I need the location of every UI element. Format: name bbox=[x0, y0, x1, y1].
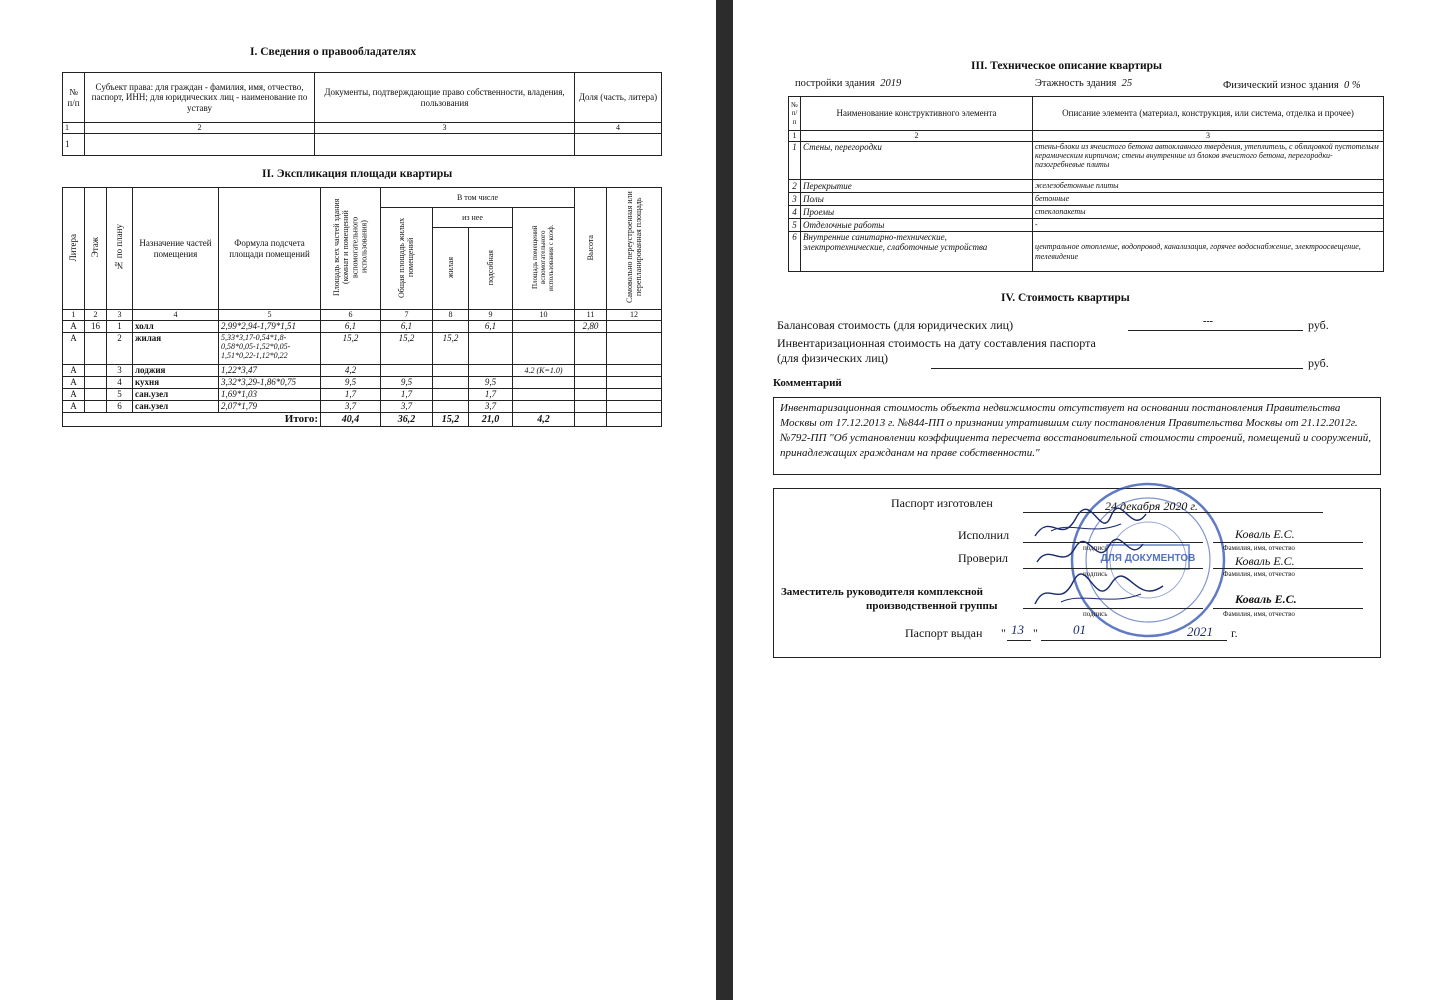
totals-area: 40,4 bbox=[321, 413, 381, 427]
area-num-8: 8 bbox=[433, 310, 469, 321]
area-num-7: 7 bbox=[381, 310, 433, 321]
checked-name-caption: Фамилия, имя, отчество bbox=[1223, 570, 1295, 578]
floors-value: 25 bbox=[1121, 78, 1133, 89]
row-formula: 1,69*1,03 bbox=[219, 389, 321, 401]
table-row bbox=[789, 206, 1384, 219]
issued-year: 2021 bbox=[1187, 624, 1213, 639]
tech-num-3: 3 bbox=[1033, 131, 1384, 142]
row-aux: 6,1 bbox=[469, 321, 513, 333]
table-row bbox=[789, 232, 1384, 272]
totals-coef: 4,2 bbox=[513, 413, 575, 427]
area-num-12: 12 bbox=[607, 310, 662, 321]
checked-label: Проверил bbox=[958, 551, 1008, 565]
row-living bbox=[433, 365, 469, 377]
floors-info bbox=[1035, 78, 1132, 89]
row-living-total bbox=[381, 365, 433, 377]
row-living-total: 9,5 bbox=[381, 377, 433, 389]
header-plan-no: № по плану bbox=[114, 224, 125, 271]
row-coef bbox=[513, 333, 575, 365]
row-unauth bbox=[607, 377, 662, 389]
section-3-title: III. Техническое описание квартиры bbox=[971, 60, 1163, 72]
issued-day: 13 bbox=[1011, 622, 1024, 637]
row-aux: 9,5 bbox=[469, 377, 513, 389]
row-no: 4 bbox=[107, 377, 133, 389]
tech-row-name: Проемы bbox=[801, 206, 1033, 219]
owners-row-share bbox=[575, 134, 662, 156]
header-living: жилая bbox=[445, 256, 455, 278]
tech-num-2: 2 bbox=[801, 131, 1033, 142]
issued-day-line bbox=[1007, 640, 1031, 641]
header-including: В том числе bbox=[381, 188, 575, 208]
row-height: 2,80 bbox=[575, 321, 607, 333]
totals-row bbox=[63, 413, 662, 427]
row-height bbox=[575, 377, 607, 389]
row-purpose: лоджия bbox=[133, 365, 219, 377]
table-row bbox=[63, 401, 662, 413]
row-area: 1,7 bbox=[321, 389, 381, 401]
owners-num-2: 2 bbox=[85, 123, 315, 134]
checked-sign-caption: подпись bbox=[1083, 570, 1108, 578]
header-litera: Литера bbox=[68, 233, 79, 261]
deputy-signature-icon bbox=[1031, 572, 1171, 614]
header-formula: Формула подсчета площади помещений bbox=[219, 188, 321, 310]
issued-label: Паспорт выдан bbox=[905, 626, 983, 640]
deputy-label-2: производственной группы bbox=[866, 600, 998, 612]
balance-value: --- bbox=[1203, 316, 1213, 327]
row-unauth bbox=[607, 389, 662, 401]
header-height: Высота bbox=[585, 234, 595, 260]
row-living bbox=[433, 389, 469, 401]
table-row bbox=[63, 389, 662, 401]
owners-header-share: Доля (часть, литера) bbox=[575, 73, 662, 123]
area-table bbox=[62, 187, 662, 427]
area-num-2: 2 bbox=[85, 310, 107, 321]
table-row bbox=[63, 333, 662, 365]
tech-num-1: 1 bbox=[789, 131, 801, 142]
row-coef bbox=[513, 321, 575, 333]
wear-info bbox=[1223, 80, 1361, 91]
inventory-currency: руб. bbox=[1308, 356, 1329, 370]
tech-row-no: 3 bbox=[789, 193, 801, 206]
row-purpose: сан.узел bbox=[133, 401, 219, 413]
deputy-label-1: Заместитель руководителя комплексной bbox=[781, 586, 983, 598]
row-purpose: жилая bbox=[133, 333, 219, 365]
row-area: 3,7 bbox=[321, 401, 381, 413]
tech-row-no: 6 bbox=[789, 232, 801, 272]
area-num-11: 11 bbox=[575, 310, 607, 321]
row-height bbox=[575, 333, 607, 365]
right-page bbox=[733, 0, 1438, 1000]
area-num-1: 1 bbox=[63, 310, 85, 321]
row-coef: 4.2 (К=1.0) bbox=[513, 365, 575, 377]
tech-row-name: Перекрытие bbox=[801, 180, 1033, 193]
checked-name: Коваль Е.С. bbox=[1235, 554, 1295, 568]
tech-row-no: 4 bbox=[789, 206, 801, 219]
owners-header-no: № п/п bbox=[63, 73, 85, 123]
issued-quote-close: " bbox=[1033, 626, 1038, 640]
year-label: постройки здания bbox=[795, 78, 876, 89]
executor-name-caption: Фамилия, имя, отчество bbox=[1223, 544, 1295, 552]
row-litera: А bbox=[63, 321, 85, 333]
row-height bbox=[575, 401, 607, 413]
area-num-4: 4 bbox=[133, 310, 219, 321]
row-no: 1 bbox=[107, 321, 133, 333]
issued-quote-open: " bbox=[1001, 626, 1006, 640]
tech-row-desc: железобетонные плиты bbox=[1033, 180, 1384, 193]
totals-label: Итого: bbox=[63, 413, 321, 427]
inventory-label-2: (для физических лиц) bbox=[777, 351, 889, 365]
executor-name-line bbox=[1213, 542, 1363, 543]
totals-living: 15,2 bbox=[433, 413, 469, 427]
row-no: 5 bbox=[107, 389, 133, 401]
issued-year-suffix: г. bbox=[1231, 626, 1238, 640]
balance-label: Балансовая стоимость (для юридических лиц) bbox=[777, 318, 1014, 332]
comment-box: Инвентаризационная стоимость объекта недвижимости отсутствует на основании постановления Правительства Москвы от 17.12.2013 г. №844-ПП о признании утратившим силу постановления Правительства Москвы от 21.12.2012г. №792-ПП "Об установлении коэффициента пересчета восстановительной стоимости строений, помещений и сооружений, принадлежащих гражданам на праве собственности." bbox=[773, 397, 1381, 475]
row-coef bbox=[513, 389, 575, 401]
row-area: 15,2 bbox=[321, 333, 381, 365]
row-litera: А bbox=[63, 333, 85, 365]
row-litera: А bbox=[63, 389, 85, 401]
row-living-total: 15,2 bbox=[381, 333, 433, 365]
row-living-total: 1,7 bbox=[381, 389, 433, 401]
deputy-name-caption: Фамилия, имя, отчество bbox=[1223, 610, 1295, 618]
row-floor: 16 bbox=[85, 321, 107, 333]
header-unauthorized: Самовольно переустроенная или перепланированная площадь bbox=[624, 191, 643, 304]
tech-row-desc: - bbox=[1033, 219, 1384, 232]
row-aux: 3,7 bbox=[469, 401, 513, 413]
wear-value: 0 % bbox=[1343, 80, 1361, 91]
deputy-name-line bbox=[1213, 608, 1363, 609]
row-coef bbox=[513, 401, 575, 413]
row-coef bbox=[513, 377, 575, 389]
deputy-name: Коваль Е.С. bbox=[1235, 592, 1297, 606]
tech-row-name: Стены, перегородки bbox=[801, 142, 1033, 180]
area-num-5: 5 bbox=[219, 310, 321, 321]
row-height bbox=[575, 389, 607, 401]
deputy-sign-caption: подпись bbox=[1083, 610, 1108, 618]
stamp-text: ДЛЯ ДОКУМЕНТОВ bbox=[1100, 553, 1196, 564]
row-unauth bbox=[607, 401, 662, 413]
year-value: 2019 bbox=[880, 78, 902, 89]
owners-num-1: 1 bbox=[63, 123, 85, 134]
row-area: 9,5 bbox=[321, 377, 381, 389]
row-floor bbox=[85, 389, 107, 401]
row-floor bbox=[85, 377, 107, 389]
owners-row-subject bbox=[85, 134, 315, 156]
row-no: 3 bbox=[107, 365, 133, 377]
inventory-line bbox=[931, 368, 1303, 369]
tech-header-desc: Описание элемента (материал, конструкция, или система, отделка и прочее) bbox=[1033, 97, 1384, 131]
row-living-total: 6,1 bbox=[381, 321, 433, 333]
executor-name: Коваль Е.С. bbox=[1235, 527, 1295, 541]
row-no: 6 bbox=[107, 401, 133, 413]
issued-month-year-line bbox=[1041, 640, 1227, 641]
owners-header-documents: Документы, подтверждающие право собственности, владения, пользования bbox=[315, 73, 575, 123]
area-num-9: 9 bbox=[469, 310, 513, 321]
wear-label: Физический износ здания bbox=[1223, 80, 1339, 91]
row-floor bbox=[85, 401, 107, 413]
table-row bbox=[789, 193, 1384, 206]
header-total-area: Площадь всех частей здания (комнат и помещений вспомогательного использования) bbox=[332, 198, 369, 297]
row-aux bbox=[469, 365, 513, 377]
row-purpose: холл bbox=[133, 321, 219, 333]
area-num-3: 3 bbox=[107, 310, 133, 321]
row-no: 2 bbox=[107, 333, 133, 365]
row-area: 4,2 bbox=[321, 365, 381, 377]
table-row bbox=[789, 219, 1384, 232]
row-floor bbox=[85, 333, 107, 365]
tech-row-name: Полы bbox=[801, 193, 1033, 206]
row-formula: 1,22*3,47 bbox=[219, 365, 321, 377]
owners-row-no: 1 bbox=[63, 134, 85, 156]
tech-row-no: 1 bbox=[789, 142, 801, 180]
owners-row-documents bbox=[315, 134, 575, 156]
header-floor: Этаж bbox=[90, 237, 101, 258]
tech-row-desc: бетонные bbox=[1033, 193, 1384, 206]
made-label: Паспорт изготовлен bbox=[891, 496, 993, 510]
table-row bbox=[789, 180, 1384, 193]
table-row bbox=[63, 321, 662, 333]
table-row bbox=[63, 377, 662, 389]
table-row bbox=[63, 365, 662, 377]
page-gap bbox=[716, 0, 733, 1000]
header-aux-coef: Площадь помещений вспомогательного использования с коэф. bbox=[531, 224, 556, 291]
owners-num-4: 4 bbox=[575, 123, 662, 134]
tech-row-no: 2 bbox=[789, 180, 801, 193]
row-unauth bbox=[607, 365, 662, 377]
tech-row-no: 5 bbox=[789, 219, 801, 232]
comment-label: Комментарий bbox=[773, 377, 842, 389]
tech-row-desc: стеклопакеты bbox=[1033, 206, 1384, 219]
made-date: 24 декабря 2020 г. bbox=[1105, 499, 1198, 513]
area-num-10: 10 bbox=[513, 310, 575, 321]
tech-header-no: № п/п bbox=[789, 97, 801, 131]
table-row bbox=[789, 142, 1384, 180]
row-living bbox=[433, 377, 469, 389]
balance-line bbox=[1128, 330, 1303, 331]
row-height bbox=[575, 365, 607, 377]
issued-month: 01 bbox=[1073, 622, 1086, 637]
left-page bbox=[0, 0, 716, 1000]
tech-row-desc: стены-блоки из ячеистого бетона автоклавного твердения, утеплитель, с облицовкой пустотелым керамическим кирпичом; стены внутренние из блоков ячеистого бетона, перегородки-пазогребневые плиты bbox=[1033, 142, 1384, 180]
owners-header-subject: Субъект права: для граждан - фамилия, имя, отчество, паспорт, ИНН; для юридических лиц - наименование по уставу bbox=[85, 73, 315, 123]
tech-header-name: Наименование конструктивного элемента bbox=[801, 97, 1033, 131]
row-purpose: сан.узел bbox=[133, 389, 219, 401]
owners-num-3: 3 bbox=[315, 123, 575, 134]
row-formula: 5,33*3,17-0,54*1,8-0,58*0,05-1,52*0,05-1,51*0,22-1,12*0,22 bbox=[219, 333, 321, 365]
totals-living-total: 36,2 bbox=[381, 413, 433, 427]
section-1-title: I. Сведения о правообладателях bbox=[250, 46, 417, 58]
row-unauth bbox=[607, 321, 662, 333]
totals-aux: 21,0 bbox=[469, 413, 513, 427]
row-living bbox=[433, 321, 469, 333]
header-living-total: Общая площадь жилых помещений bbox=[397, 217, 416, 298]
balance-currency: руб. bbox=[1308, 318, 1329, 332]
header-of-them: из нее bbox=[433, 208, 513, 228]
floors-label: Этажность здания bbox=[1035, 78, 1117, 89]
year-info bbox=[795, 78, 901, 89]
row-living bbox=[433, 401, 469, 413]
tech-table bbox=[788, 96, 1384, 272]
area-num-6: 6 bbox=[321, 310, 381, 321]
row-formula: 2,07*1,79 bbox=[219, 401, 321, 413]
row-formula: 2,99*2,94-1,79*1,51 bbox=[219, 321, 321, 333]
row-living-total: 3,7 bbox=[381, 401, 433, 413]
row-aux bbox=[469, 333, 513, 365]
section-4-title: IV. Стоимость квартиры bbox=[1001, 292, 1130, 304]
owners-table bbox=[62, 72, 662, 156]
row-purpose: кухня bbox=[133, 377, 219, 389]
row-litera: А bbox=[63, 401, 85, 413]
header-purpose: Назначение частей помещения bbox=[133, 188, 219, 310]
row-formula: 3,32*3,29-1,86*0,75 bbox=[219, 377, 321, 389]
tech-row-name: Отделочные работы bbox=[801, 219, 1033, 232]
row-aux: 1,7 bbox=[469, 389, 513, 401]
tech-row-name: Внутренние санитарно-технические, электротехнические, слаботочные устройства bbox=[801, 232, 1033, 272]
row-floor bbox=[85, 365, 107, 377]
row-area: 6,1 bbox=[321, 321, 381, 333]
header-auxiliary: подсобная bbox=[485, 249, 495, 286]
tech-row-desc: центральное отопление, водопровод, канализация, горячее водоснабжение, электроосвещение, телевидение bbox=[1033, 232, 1384, 272]
row-litera: А bbox=[63, 377, 85, 389]
row-living: 15,2 bbox=[433, 333, 469, 365]
row-unauth bbox=[607, 333, 662, 365]
executor-sign-caption: подпись bbox=[1083, 544, 1108, 552]
inventory-label-1: Инвентаризационная стоимость на дату составления паспорта bbox=[777, 336, 1096, 350]
checked-signature-icon bbox=[1031, 534, 1151, 574]
executor-label: Исполнил bbox=[958, 528, 1010, 542]
section-2-title: II. Экспликация площади квартиры bbox=[262, 168, 453, 180]
row-litera: А bbox=[63, 365, 85, 377]
